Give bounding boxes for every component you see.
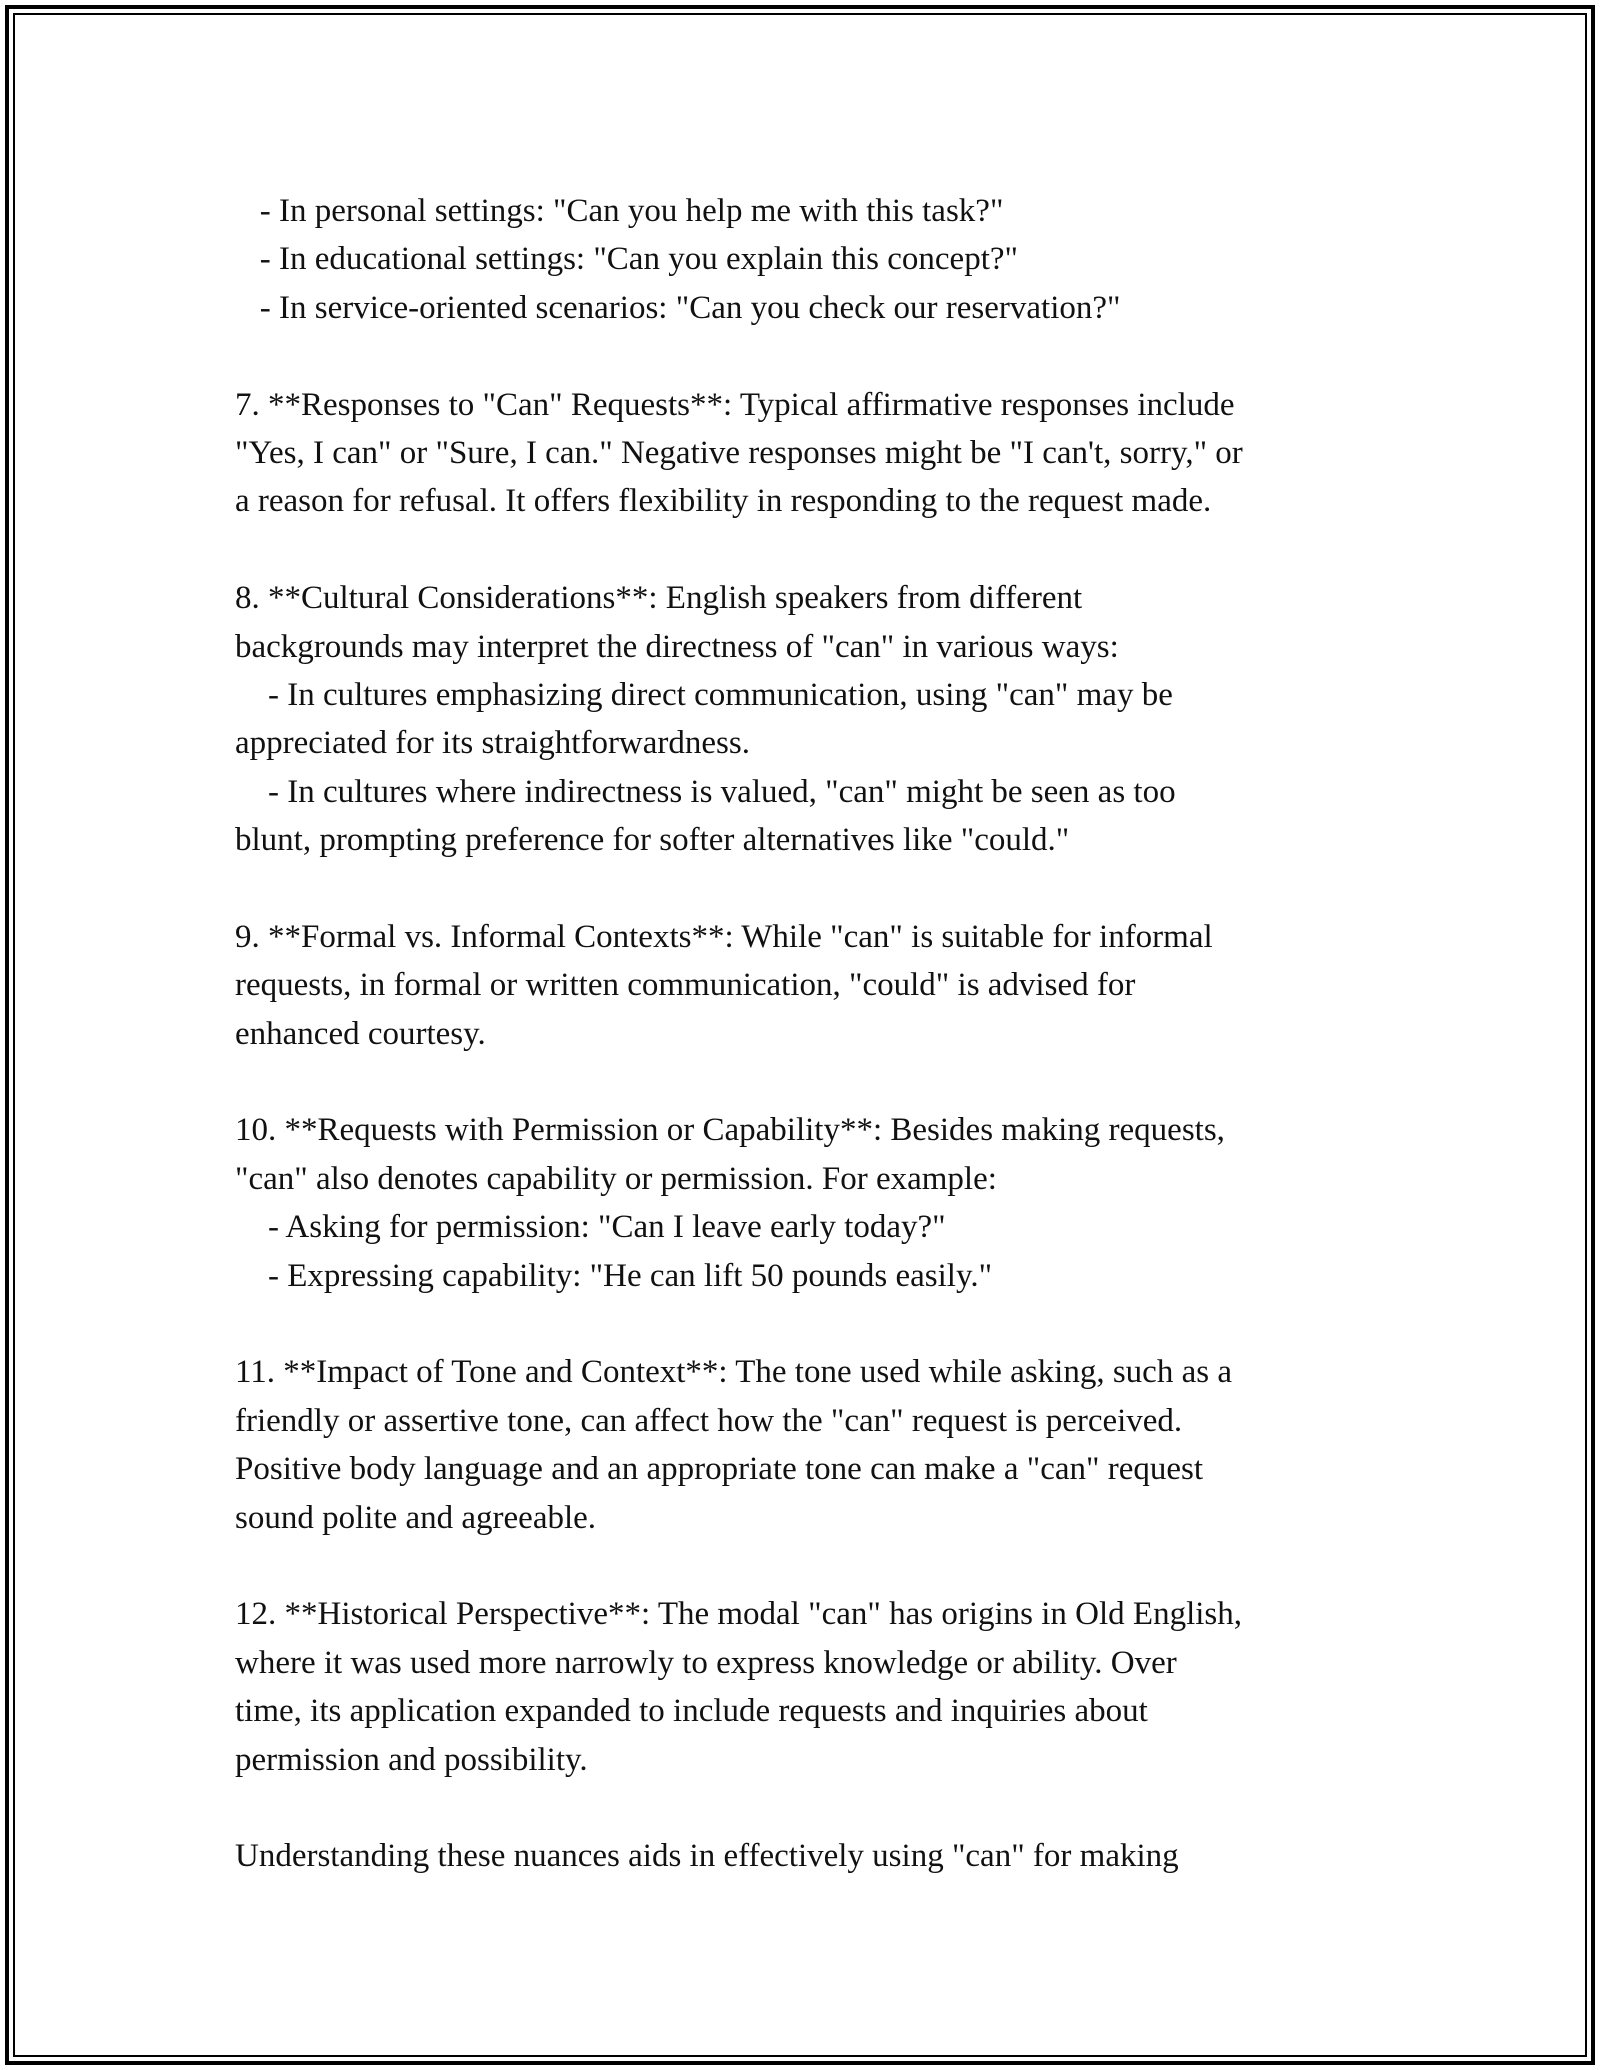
text-line: - In educational settings: "Can you explain this concept?" — [235, 241, 1018, 278]
document-body — [235, 187, 1395, 1881]
paragraph-gap — [235, 526, 1395, 574]
text-line: friendly or assertive tone, can affect how the "can" request is perceived. — [235, 1402, 1183, 1439]
text-line: 8. **Cultural Considerations**: English speakers from different — [235, 580, 1083, 617]
text-line: - In cultures where indirectness is valued, "can" might be seen as too — [235, 773, 1176, 810]
paragraph-gap — [235, 1058, 1395, 1106]
text-line: 11. **Impact of Tone and Context**: The tone used while asking, such as a — [235, 1354, 1232, 1391]
text-line: - Expressing capability: "He can lift 50 pounds easily." — [235, 1257, 993, 1294]
paragraph-gap — [235, 864, 1395, 912]
text-line: enhanced courtesy. — [235, 1015, 486, 1052]
text-line: 7. **Responses to "Can" Requests**: Typical affirmative responses include — [235, 386, 1235, 423]
text-line: blunt, prompting preference for softer alternatives like "could." — [235, 822, 1070, 859]
paragraph-gap — [235, 1784, 1395, 1832]
text-line: - In service-oriented scenarios: "Can you check our reservation?" — [235, 289, 1121, 326]
text-line: where it was used more narrowly to express knowledge or ability. Over — [235, 1644, 1177, 1681]
text-line: 10. **Requests with Permission or Capability**: Besides making requests, — [235, 1112, 1225, 1149]
text-line: permission and possibility. — [235, 1741, 588, 1778]
text-line: appreciated for its straightforwardness. — [235, 725, 750, 762]
text-line: 9. **Formal vs. Informal Contexts**: While "can" is suitable for informal — [235, 918, 1213, 955]
text-line: 12. **Historical Perspective**: The modal "can" has origins in Old English, — [235, 1596, 1242, 1633]
paragraph-gap — [235, 332, 1395, 380]
text-line: sound polite and agreeable. — [235, 1499, 597, 1536]
text-line: a reason for refusal. It offers flexibility in responding to the request made. — [235, 483, 1212, 520]
text-line: requests, in formal or written communication, "could" is advised for — [235, 967, 1136, 1004]
text-line: Understanding these nuances aids in effectively using "can" for making — [235, 1838, 1179, 1875]
text-line: Positive body language and an appropriate tone can make a "can" request — [235, 1451, 1204, 1488]
text-line: "can" also denotes capability or permission. For example: — [235, 1160, 997, 1197]
text-line: backgrounds may interpret the directness of "can" in various ways: — [235, 628, 1119, 665]
text-line: - In personal settings: "Can you help me with this task?" — [235, 193, 1004, 229]
paragraph-gap — [235, 1300, 1395, 1348]
text-line: - Asking for permission: "Can I leave early today?" — [235, 1209, 946, 1246]
text-line: - In cultures emphasizing direct communication, using "can" may be — [235, 676, 1173, 713]
paragraph-gap — [235, 1542, 1395, 1590]
text-line: "Yes, I can" or "Sure, I can." Negative responses might be "I can't, sorry," or — [235, 434, 1243, 471]
text-line: time, its application expanded to include requests and inquiries about — [235, 1693, 1148, 1730]
